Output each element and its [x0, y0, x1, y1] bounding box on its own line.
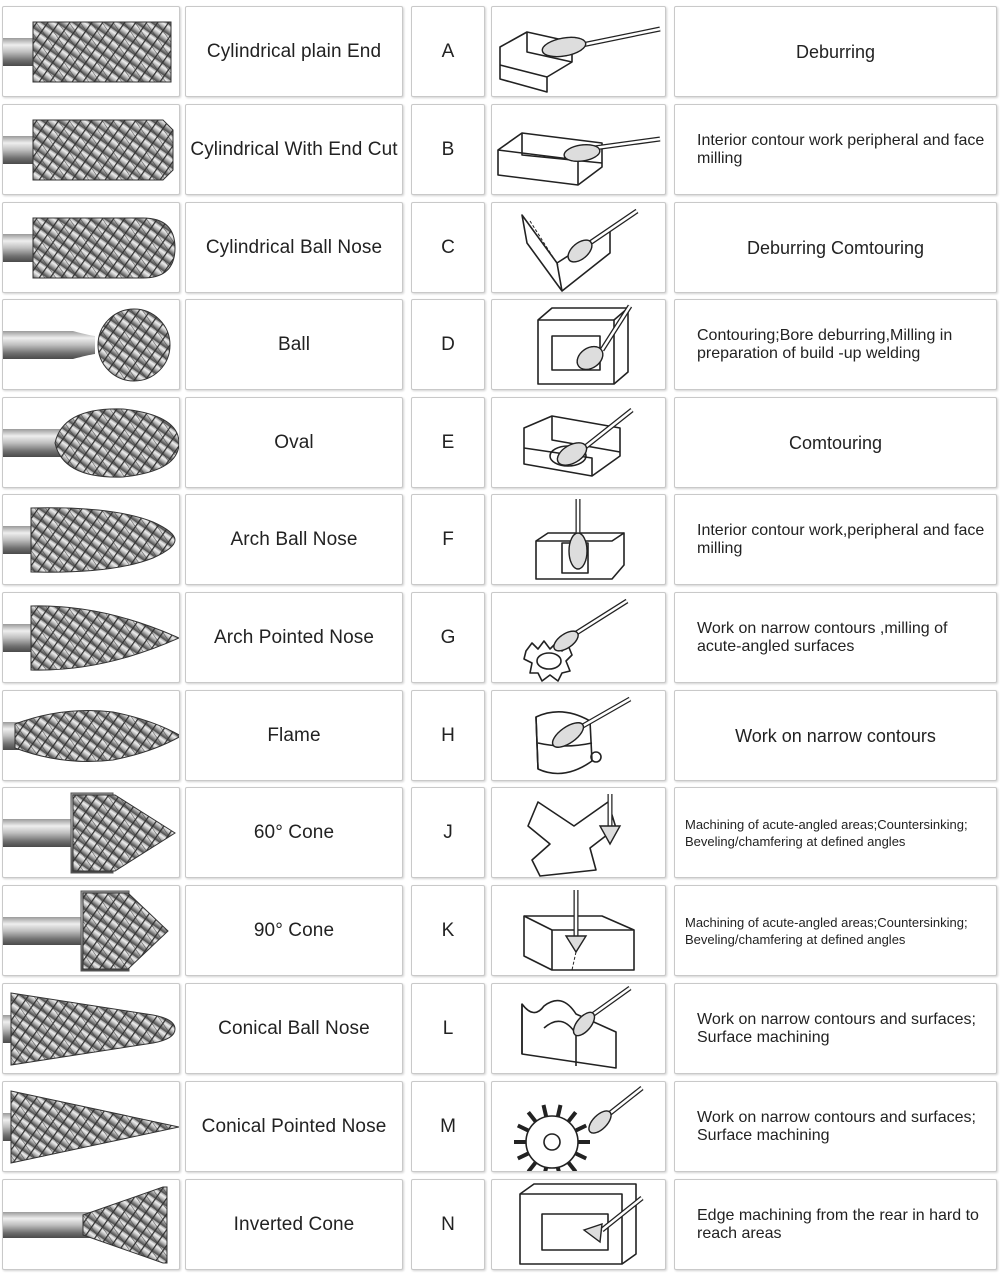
shape-code: M [440, 1115, 456, 1137]
shape-code: H [441, 724, 455, 746]
application-sketch-icon [492, 203, 666, 293]
application-sketch [491, 202, 666, 293]
burr-photo [2, 690, 180, 781]
shape-name: Cylindrical plain End [206, 40, 382, 62]
application-cell [674, 690, 997, 781]
application-cell [674, 885, 997, 976]
application-cell [674, 787, 997, 878]
burr-photo [2, 397, 180, 488]
application-cell [674, 104, 997, 195]
application-sketch [491, 1179, 666, 1270]
application-text: Deburring [795, 41, 876, 62]
shape-code-cell [411, 299, 485, 390]
burr-shape-arch-point-icon [3, 593, 180, 683]
shape-code-cell [411, 787, 485, 878]
application-text: Comtouring [788, 432, 883, 453]
burr-shape-cyl-flat-icon [3, 7, 180, 97]
shape-name-cell [185, 592, 403, 683]
burr-photo [2, 1081, 180, 1172]
shape-code-cell [411, 1081, 485, 1172]
shape-name-cell [185, 885, 403, 976]
burr-photo [2, 787, 180, 878]
application-sketch [491, 885, 666, 976]
shape-name-cell [185, 202, 403, 293]
table-row [0, 690, 1000, 783]
shape-code: A [441, 40, 455, 62]
burr-photo [2, 885, 180, 976]
burr-photo [2, 6, 180, 97]
shape-name: Conical Pointed Nose [201, 1115, 387, 1137]
shape-code: L [442, 1017, 454, 1039]
shape-code-cell [411, 592, 485, 683]
application-cell [674, 6, 997, 97]
application-sketch-icon [492, 398, 666, 488]
shape-code: F [442, 528, 454, 550]
application-sketch [491, 690, 666, 781]
application-text: Machining of acute-angled areas;Countersinking; Beveling/chamfering at defined angles [685, 816, 968, 849]
burr-shape-oval-icon [3, 398, 180, 488]
application-sketch-icon [492, 105, 666, 195]
application-text: Contouring;Bore deburring,Milling in preparation of build -up welding [697, 326, 953, 362]
application-sketch-icon [492, 691, 666, 781]
application-sketch [491, 983, 666, 1074]
application-sketch [491, 6, 666, 97]
application-sketch [491, 1081, 666, 1172]
application-text: Work on narrow contours and surfaces; Surface machining [697, 1010, 976, 1046]
shape-code: J [443, 821, 453, 843]
burr-shape-flame-icon [3, 691, 180, 781]
table-row [0, 1179, 1000, 1272]
shape-name-cell [185, 787, 403, 878]
application-sketch-icon [492, 7, 666, 97]
burr-photo [2, 299, 180, 390]
shape-code: D [441, 333, 455, 355]
application-cell [674, 397, 997, 488]
shape-code-cell [411, 690, 485, 781]
shape-code-cell [411, 983, 485, 1074]
burr-photo [2, 592, 180, 683]
table-row [0, 983, 1000, 1076]
table-row [0, 6, 1000, 99]
shape-code: G [440, 626, 456, 648]
application-sketch-icon [492, 1180, 666, 1270]
table-row [0, 397, 1000, 490]
application-cell [674, 1081, 997, 1172]
application-text: Deburring Comtouring [746, 237, 925, 258]
shape-name: Inverted Cone [233, 1213, 355, 1235]
burr-photo [2, 202, 180, 293]
application-text: Interior contour work,peripheral and face milling [697, 521, 985, 557]
shape-name-cell [185, 397, 403, 488]
shape-name: Arch Ball Nose [230, 528, 358, 550]
shape-code-cell [411, 885, 485, 976]
shape-code: C [441, 236, 455, 258]
burr-shape-cyl-ball-icon [3, 203, 180, 293]
burr-photo [2, 1179, 180, 1270]
shape-code-cell [411, 6, 485, 97]
shape-name: Cylindrical Ball Nose [205, 236, 383, 258]
table-row [0, 202, 1000, 295]
shape-code: E [441, 431, 455, 453]
application-cell [674, 592, 997, 683]
application-sketch [491, 494, 666, 585]
burr-shape-conical-point-icon [3, 1082, 180, 1172]
shape-name-cell [185, 1081, 403, 1172]
burr-shape-cone60-icon [3, 788, 180, 878]
shape-name: 90° Cone [253, 919, 335, 941]
shape-name: Ball [277, 333, 311, 355]
application-sketch [491, 592, 666, 683]
burr-shape-conical-ball-icon [3, 984, 180, 1074]
shape-name: 60° Cone [253, 821, 335, 843]
burr-photo [2, 494, 180, 585]
application-text: Machining of acute-angled areas;Countersinking; Beveling/chamfering at defined angles [685, 914, 968, 947]
table-row [0, 299, 1000, 392]
table-row [0, 787, 1000, 880]
shape-name-cell [185, 104, 403, 195]
application-sketch-icon [492, 984, 666, 1074]
application-sketch [491, 397, 666, 488]
burr-photo [2, 104, 180, 195]
shape-name: Arch Pointed Nose [213, 626, 375, 648]
shape-name-cell [185, 494, 403, 585]
shape-code: B [441, 138, 455, 160]
shape-name-cell [185, 1179, 403, 1270]
burr-shape-cone90-icon [3, 886, 180, 976]
application-sketch-icon [492, 886, 666, 976]
shape-name-cell [185, 983, 403, 1074]
application-cell [674, 299, 997, 390]
table-row [0, 104, 1000, 197]
shape-code-cell [411, 202, 485, 293]
application-sketch-icon [492, 495, 666, 585]
shape-name-cell [185, 690, 403, 781]
application-sketch-icon [492, 1082, 666, 1172]
shape-code: N [441, 1213, 455, 1235]
table-row [0, 592, 1000, 685]
application-sketch-icon [492, 593, 666, 683]
table-row [0, 885, 1000, 978]
burr-shape-inverted-cone-icon [3, 1180, 180, 1270]
application-text: Edge machining from the rear in hard to reach areas [697, 1206, 979, 1242]
application-sketch [491, 299, 666, 390]
shape-name-cell [185, 299, 403, 390]
application-cell [674, 1179, 997, 1270]
application-sketch-icon [492, 788, 666, 878]
application-sketch-icon [492, 300, 666, 390]
shape-code-cell [411, 104, 485, 195]
table-row [0, 494, 1000, 587]
shape-name: Conical Ball Nose [218, 1017, 370, 1039]
application-text: Interior contour work peripheral and face milling [697, 131, 985, 167]
shape-code: K [441, 919, 455, 941]
shape-code-cell [411, 494, 485, 585]
application-text: Work on narrow contours and surfaces; Surface machining [697, 1108, 976, 1144]
application-sketch [491, 104, 666, 195]
burr-shape-ball-icon [3, 300, 180, 390]
application-cell [674, 202, 997, 293]
burr-shape-cyl-endcut-icon [3, 105, 180, 195]
burr-shape-arch-ball-icon [3, 495, 180, 585]
shape-name: Flame [267, 724, 321, 746]
burr-photo [2, 983, 180, 1074]
shape-name: Oval [274, 431, 314, 453]
shape-code-cell [411, 397, 485, 488]
application-text: Work on narrow contours ,milling of acute-angled surfaces [697, 619, 948, 655]
application-text: Work on narrow contours [735, 725, 936, 746]
shape-name-cell [185, 6, 403, 97]
application-sketch [491, 787, 666, 878]
application-cell [674, 494, 997, 585]
shape-code-cell [411, 1179, 485, 1270]
table-row [0, 1081, 1000, 1174]
application-cell [674, 983, 997, 1074]
shape-name: Cylindrical With End Cut [190, 138, 398, 160]
